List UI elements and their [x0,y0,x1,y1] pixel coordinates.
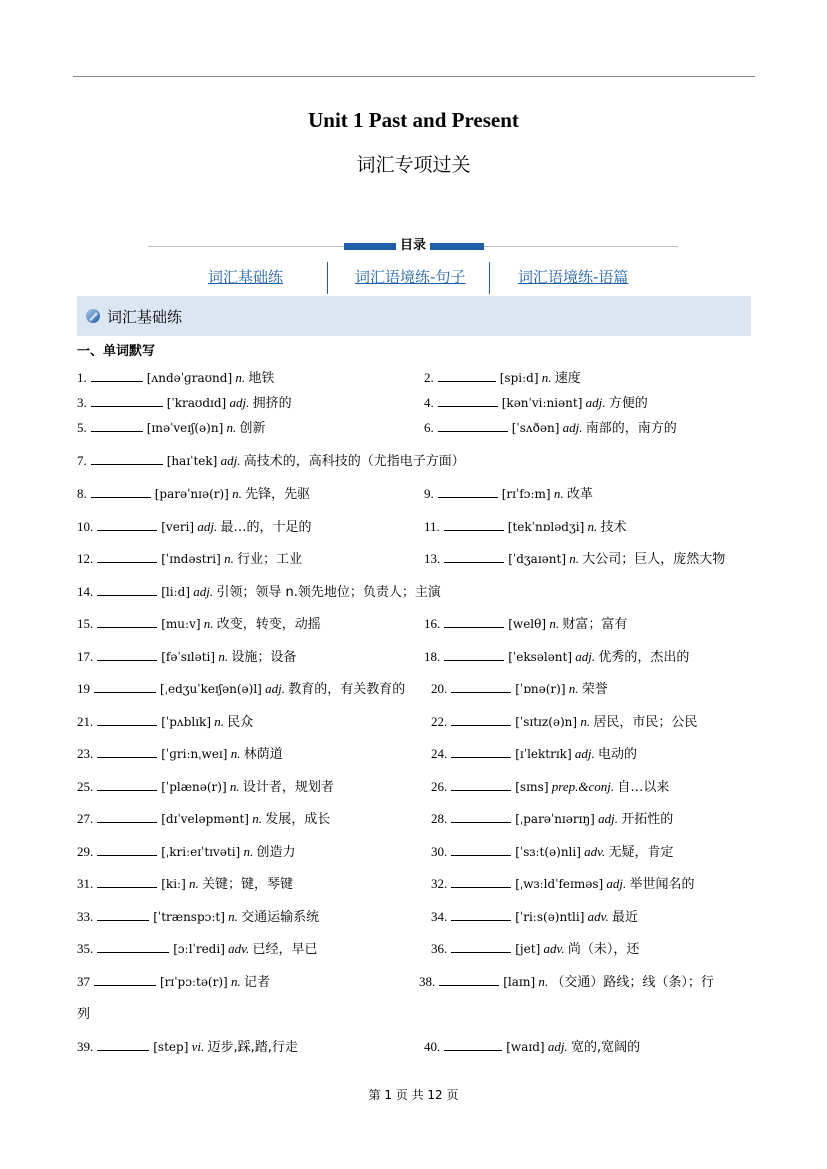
item-number: 24. [431,746,448,761]
phonetic: [ˈsʌðən] [511,421,560,435]
part-of-speech: n. [220,551,238,566]
answer-blank[interactable] [97,583,157,596]
part-of-speech: adj. [194,519,221,534]
phonetic: [ˌkriːeɪˈtɪvəti] [161,845,241,859]
part-of-speech: n. [546,616,563,631]
vocab-item [77,875,293,893]
phonetic: [ɪˈlektrɪk] [515,747,572,761]
phonetic: [jet] [515,942,541,956]
part-of-speech: adv. [224,941,253,956]
phonetic: [ˈeksələnt] [508,650,573,664]
part-of-speech: n. [535,974,552,989]
answer-blank[interactable] [438,419,508,432]
vocab-item [77,369,274,387]
part-of-speech: n. [200,616,217,631]
vocab-item [424,518,627,536]
meaning: 民众 [227,715,254,730]
meaning: 电动的 [598,747,638,762]
meaning: 自…以来 [617,780,670,795]
item-number: 12. [77,551,94,566]
phonetic: [muːv] [161,617,201,631]
phonetic: [dɪˈveləpmənt] [161,812,249,826]
vocab-item [77,485,310,503]
phonetic: [spiːd] [499,371,539,385]
answer-blank[interactable] [97,843,157,856]
meaning: 尚（未），还 [567,942,640,957]
phonetic: [rɪˈpɔːtə(r)] [160,975,228,989]
item-number: 31. [77,876,94,891]
phonetic: [ˈdʒaɪənt] [508,552,567,566]
item-number: 18. [424,649,441,664]
phonetic: [ˈpʌblɪk] [161,715,212,729]
answer-blank[interactable] [91,485,151,498]
part-of-speech: prep.&conj. [548,779,618,794]
phonetic: [ˈsɜːt(ə)nli] [515,845,581,859]
meaning: 宽的,宽阔的 [570,1040,641,1055]
part-of-speech: adj. [572,649,599,664]
vocab-item [77,394,292,412]
item-number: 40. [424,1039,441,1054]
item-number: 16. [424,616,441,631]
part-of-speech: adj. [544,1039,571,1054]
vocab-item [77,908,319,926]
answer-blank[interactable] [451,843,511,856]
answer-blank[interactable] [97,940,169,953]
vocab-item [77,419,266,437]
part-of-speech: n. [226,779,243,794]
part-of-speech: n. [224,909,242,924]
meaning: 迈步,踩,踏,行走 [207,1040,298,1055]
item-number: 21. [77,714,94,729]
item-number: 15. [77,616,94,631]
vocab-item [431,713,697,731]
meaning: 教育的，有关教育的 [288,682,406,697]
item-number: 2. [424,370,434,385]
item-number: 36. [431,941,448,956]
answer-blank[interactable] [444,550,504,563]
vocab-item [77,1038,298,1056]
part-of-speech: n. [538,370,555,385]
phonetic: [sɪns] [515,780,549,794]
meaning: 开拓性的 [621,812,674,827]
part-of-speech: n. [240,844,257,859]
vocab-item [424,369,581,387]
item-number: 8. [77,486,87,501]
meaning: 最近 [611,910,638,925]
phonetic: [haɪˈtek] [166,454,218,468]
vocab-item [424,615,627,633]
toc-separator [489,262,490,294]
part-of-speech: adv. [540,941,568,956]
item-number: 5. [77,420,87,435]
meaning: 财富；富有 [562,617,628,632]
meaning: 行业；工业 [237,552,303,567]
vocab-item [77,940,317,958]
item-number: 32. [431,876,448,891]
answer-blank[interactable] [438,394,498,407]
answer-blank[interactable] [438,369,496,382]
meaning: 改革 [566,487,593,502]
section-header [77,296,751,336]
answer-blank[interactable] [97,908,149,921]
meaning: 方便的 [608,396,648,411]
meaning: 无疑，肯定 [608,845,674,860]
vocab-item [431,680,608,698]
meaning: 设计者，规划者 [242,780,334,795]
phonetic: [tekˈnɒlədʒi] [507,520,585,534]
answer-blank[interactable] [97,615,157,628]
phonetic: [veri] [161,520,195,534]
item-number: 37 [77,974,90,989]
page-footer: 第 1 页 共 12 页 [368,1088,459,1102]
answer-blank[interactable] [444,615,504,628]
item-number: 10. [77,519,94,534]
item-number: 29. [77,844,94,859]
vocab-item [77,745,283,763]
meaning: 创新 [239,421,266,436]
part-of-speech: adj. [582,395,609,410]
vocab-item [77,452,465,470]
meaning: 荣誉 [581,682,608,697]
answer-blank[interactable] [97,875,157,888]
answer-blank[interactable] [444,648,504,661]
phonetic: [kiː] [161,877,186,891]
meaning: 引领；领导 n.领先地位；负责人；主演 [216,585,441,600]
vocab-item [424,1038,640,1056]
item-number: 7. [77,453,87,468]
section-title: 词汇基础练 [107,308,183,326]
answer-blank[interactable] [451,875,511,888]
phonetic: [ˈriːs(ə)ntli] [515,910,585,924]
part-of-speech: n. [565,681,582,696]
answer-blank[interactable] [451,680,511,693]
meaning: 先锋，先驱 [245,487,311,502]
phonetic: [ˈɒnə(r)] [515,682,566,696]
vocab-item [431,745,637,763]
item-number: 6. [424,420,434,435]
item-number: 20. [431,681,448,696]
meaning: 南部的，南方的 [585,421,677,436]
toc-label: 目录 [396,238,430,253]
meaning: 拥挤的 [252,396,292,411]
page-subtitle: 词汇专项过关 [356,154,471,176]
answer-blank[interactable] [451,713,511,726]
part-of-speech: adj. [594,811,622,826]
answer-blank[interactable] [97,1038,149,1051]
phonetic: [ˈsɪtɪz(ə)n] [515,715,578,729]
vocab-item [77,518,311,536]
part-of-speech: n. [232,370,249,385]
item-number: 38. [419,974,436,989]
meaning: （交通）路线；线（条）；行 [551,975,714,990]
meaning: 优秀的，杰出的 [598,650,690,665]
answer-blank[interactable] [451,810,511,823]
answer-blank[interactable] [444,518,504,531]
item-number: 11. [424,519,440,534]
part-of-speech: n. [550,486,567,501]
meaning: 关键；键，琴键 [202,877,294,892]
answer-blank[interactable] [451,778,511,791]
part-of-speech: adj. [603,876,630,891]
item-number: 9. [424,486,434,501]
toc-link-basic[interactable]: 词汇基础练 [208,268,284,286]
item-number: 27. [77,811,94,826]
phonetic: [ˈtrænspɔːt] [153,910,225,924]
part-of-speech: n. [211,714,228,729]
item-number: 19 [77,681,90,696]
meaning: 创造力 [256,845,296,860]
item-number: 25. [77,779,94,794]
part-of-speech: adj. [559,420,586,435]
meaning: 速度 [554,371,581,386]
part-of-speech: n. [223,420,240,435]
vocab-item [77,843,296,861]
toc-link-passage[interactable]: 词汇语境练-语篇 [518,268,629,286]
vocab-item [431,810,673,828]
toc-separator [327,262,328,294]
answer-blank[interactable] [97,778,157,791]
vocab-item [77,778,334,796]
meaning: 大公司；巨人，庞然大物 [582,552,726,567]
meaning: 改变，转变，动摇 [216,617,321,632]
answer-blank[interactable] [444,1038,502,1051]
item-number: 28. [431,811,448,826]
phonetic: [ˌedʒuˈkeɪʃən(ə)l] [160,682,262,696]
part-of-speech: n. [215,649,232,664]
answer-blank[interactable] [94,973,156,986]
answer-blank[interactable] [451,908,511,921]
vocab-item [77,615,321,633]
meaning: 林荫道 [243,747,283,762]
part-of-speech: n. [248,811,266,826]
phonetic: [rɪˈfɔːm] [501,487,551,501]
meaning: 高技术的，高科技的（尤指电子方面） [243,454,465,469]
answer-blank[interactable] [97,745,157,758]
vocab-item [431,908,638,926]
answer-blank[interactable] [97,810,157,823]
meaning: 记者 [243,975,270,990]
vocab-item [77,648,296,666]
phonetic: [liːd] [161,585,191,599]
answer-blank[interactable] [438,485,498,498]
phonetic: [ˈplænə(r)] [161,780,227,794]
answer-blank[interactable] [451,745,511,758]
part-heading: 一、单词默写 [77,344,156,359]
item-number: 30. [431,844,448,859]
vocab-item [431,940,639,958]
meaning: 居民，市民；公民 [593,715,698,730]
phonetic: [waɪd] [506,1040,545,1054]
vocab-item [77,680,405,698]
vocab-item [77,550,302,568]
top-rule [73,76,755,77]
meaning: 发展，成长 [265,812,331,827]
vocab-item [77,583,441,601]
phonetic: [laɪn] [503,975,536,989]
item-number: 34. [431,909,448,924]
answer-blank[interactable] [97,550,157,563]
item-number: 22. [431,714,448,729]
answer-blank[interactable] [91,419,143,432]
vocab-item [424,485,593,503]
vocab-item [77,810,330,828]
vocab-item [431,875,695,893]
item-number: 23. [77,746,94,761]
item-number: 4. [424,395,434,410]
vocab-item [424,419,677,437]
part-of-speech: adj. [217,453,244,468]
answer-blank[interactable] [91,452,163,465]
vocab-item [424,648,689,666]
part-of-speech: n. [566,551,583,566]
part-of-speech: n. [577,714,594,729]
part-of-speech: n. [185,876,203,891]
vocab-item [77,713,253,731]
answer-blank[interactable] [94,680,156,693]
page-title: Unit 1 Past and Present [308,108,519,132]
part-of-speech: adj. [226,395,253,410]
meaning: 已经，早已 [252,942,318,957]
answer-blank[interactable] [97,648,157,661]
phonetic: [ʌndəˈɡraʊnd] [146,371,233,385]
phonetic: [welθ] [508,617,547,631]
part-of-speech: n. [584,519,601,534]
item-number: 35. [77,941,94,956]
meaning: 最…的，十足的 [220,520,312,535]
pencil-icon [85,308,101,324]
part-of-speech: adj. [190,584,217,599]
phonetic: [fəˈsɪləti] [161,650,216,664]
answer-blank[interactable] [91,394,163,407]
item-number: 13. [424,551,441,566]
answer-blank[interactable] [91,369,143,382]
meaning: 交通运输系统 [241,910,320,925]
part-of-speech: adv. [580,844,609,859]
meaning: 地铁 [248,371,275,386]
item-number: 17. [77,649,94,664]
vocab-item [431,843,674,861]
item-number: 39. [77,1039,94,1054]
part-of-speech: adv. [584,909,612,924]
phonetic: [parəˈnɪə(r)] [154,487,229,501]
phonetic: [ˌparəˈnɪərɪŋ] [515,812,595,826]
phonetic: [kənˈviːniənt] [501,396,583,410]
meaning: 技术 [600,520,627,535]
part-of-speech: adj. [571,746,599,761]
vocab-item [77,973,270,991]
part-of-speech: vi. [188,1039,208,1054]
answer-blank[interactable] [97,518,157,531]
item-number: 1. [77,370,87,385]
vocab-item [419,973,714,991]
phonetic: [ɔːlˈredi] [173,942,225,956]
item-number: 3. [77,395,87,410]
answer-blank[interactable] [439,973,499,986]
phonetic: [ˈkraʊdɪd] [166,396,227,410]
item-number: 14. [77,584,94,599]
vocab-item [424,394,648,412]
part-of-speech: n. [227,746,244,761]
part-of-speech: n. [227,974,244,989]
toc-link-sentence[interactable]: 词汇语境练-句子 [355,268,466,286]
item-38-wrap: 列 [77,1007,91,1022]
meaning: 设施；设备 [231,650,297,665]
meaning: 举世闻名的 [629,877,695,892]
phonetic: [ˈɡriːnˌweɪ] [161,747,228,761]
part-of-speech: n. [228,486,246,501]
part-of-speech: adj. [261,681,289,696]
answer-blank[interactable] [451,940,511,953]
answer-blank[interactable] [97,713,157,726]
vocab-item [431,778,669,796]
vocab-item [424,550,725,568]
item-number: 33. [77,909,94,924]
phonetic: [ˌwɜːldˈfeɪməs] [515,877,604,891]
phonetic: [ɪnəˈveɪʃ(ə)n] [146,421,224,435]
phonetic: [ˈɪndəstri] [161,552,221,566]
phonetic: [step] [153,1040,189,1054]
item-number: 26. [431,779,448,794]
